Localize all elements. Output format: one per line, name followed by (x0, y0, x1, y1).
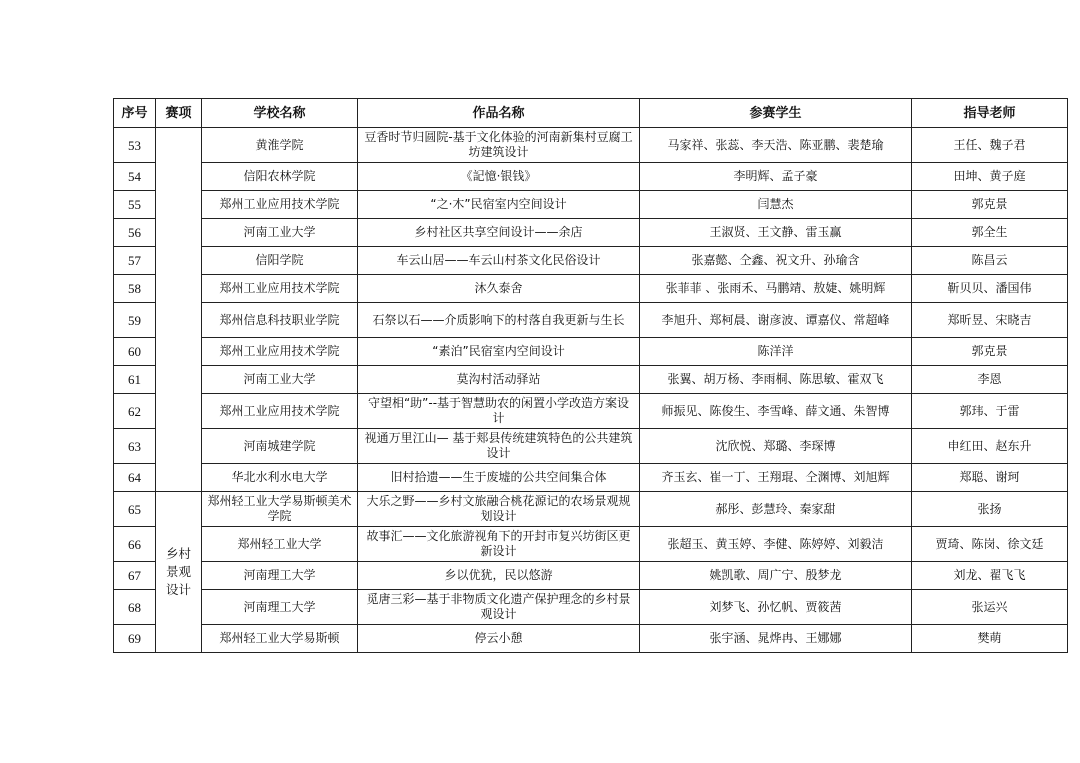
cell-students: 马家祥、张蕊、李天浩、陈亚鹏、裴楚瑜 (640, 128, 912, 163)
table-row (114, 429, 1068, 464)
cell-no: 54 (114, 163, 156, 191)
header-work: 作品名称 (358, 99, 640, 128)
cell-work: 乡以优犹，民以悠游 (358, 562, 640, 590)
cell-students: 郝彤、彭慧玲、秦家甜 (640, 492, 912, 527)
cell-no: 58 (114, 275, 156, 303)
cell-work: 停云小憩 (358, 625, 640, 653)
table-row (114, 128, 1068, 163)
cell-school: 郑州信息科技职业学院 (202, 303, 358, 338)
cell-category: 乡村景观设计 (156, 492, 202, 653)
cell-work: 车云山居——车云山村茶文化民俗设计 (358, 247, 640, 275)
cell-work: “之·木”民宿室内空间设计 (358, 191, 640, 219)
cell-category (156, 128, 202, 492)
table-row (114, 492, 1068, 527)
cell-teacher: 申红田、赵东升 (912, 429, 1068, 464)
cell-work: 《記憶·银钱》 (358, 163, 640, 191)
cell-students: 张菲菲 、张雨禾、马鹏靖、敖婕、姚明辉 (640, 275, 912, 303)
cell-teacher: 靳贝贝、潘国伟 (912, 275, 1068, 303)
table-row (114, 562, 1068, 590)
cell-work: 莫沟村活动驿站 (358, 366, 640, 394)
cell-students: 李旭升、郑柯晨、谢彦波、谭嘉仪、常超峰 (640, 303, 912, 338)
table-row (114, 625, 1068, 653)
cell-school: 郑州工业应用技术学院 (202, 394, 358, 429)
header-school: 学校名称 (202, 99, 358, 128)
header-category: 赛项 (156, 99, 202, 128)
cell-no: 61 (114, 366, 156, 394)
cell-students: 张超玉、黄玉婷、李健、陈婷婷、刘毅洁 (640, 527, 912, 562)
cell-work: 乡村社区共享空间设计——余店 (358, 219, 640, 247)
table-row (114, 247, 1068, 275)
cell-teacher: 樊萌 (912, 625, 1068, 653)
cell-teacher: 田坤、黄子庭 (912, 163, 1068, 191)
cell-teacher: 张运兴 (912, 590, 1068, 625)
table-row (114, 275, 1068, 303)
table-row (114, 394, 1068, 429)
cell-work: “素泊”民宿室内空间设计 (358, 338, 640, 366)
cell-teacher: 郭玮、于雷 (912, 394, 1068, 429)
cell-students: 齐玉玄、崔一丁、王翔琨、仝渊博、刘旭辉 (640, 464, 912, 492)
cell-students: 张嘉懿、仝鑫、祝文升、孙瑜含 (640, 247, 912, 275)
cell-work: 沐久泰舍 (358, 275, 640, 303)
table-row (114, 464, 1068, 492)
cell-school: 河南工业大学 (202, 366, 358, 394)
cell-students: 张翼、胡万杨、李雨桐、陈思敏、霍双飞 (640, 366, 912, 394)
cell-work: 旧村拾遗——生于废墟的公共空间集合体 (358, 464, 640, 492)
results-table (113, 98, 1068, 653)
cell-work: 大乐之野——乡村文旅融合桃花源记的农场景观规划设计 (358, 492, 640, 527)
cell-no: 56 (114, 219, 156, 247)
cell-teacher: 郭克景 (912, 191, 1068, 219)
cell-work: 石祭以石——介质影响下的村落自我更新与生长 (358, 303, 640, 338)
cell-no: 69 (114, 625, 156, 653)
cell-school: 郑州轻工业大学易斯顿 (202, 625, 358, 653)
cell-no: 55 (114, 191, 156, 219)
table-row (114, 219, 1068, 247)
cell-work: 豆香时节归圆院-基于文化体验的河南新集村豆腐工坊建筑设计 (358, 128, 640, 163)
cell-students: 闫慧杰 (640, 191, 912, 219)
table-body (114, 128, 1068, 653)
cell-no: 66 (114, 527, 156, 562)
cell-teacher: 李恩 (912, 366, 1068, 394)
cell-teacher: 郑聪、谢珂 (912, 464, 1068, 492)
cell-students: 刘梦飞、孙忆帆、贾筱茜 (640, 590, 912, 625)
cell-no: 68 (114, 590, 156, 625)
table-row (114, 191, 1068, 219)
table-row (114, 303, 1068, 338)
cell-school: 信阳农林学院 (202, 163, 358, 191)
cell-work: 故事汇——文化旅游视角下的开封市复兴坊街区更新设计 (358, 527, 640, 562)
cell-work: 守望相“助”--基于智慧助农的闲置小学改造方案设计 (358, 394, 640, 429)
header-students: 参赛学生 (640, 99, 912, 128)
table-row (114, 366, 1068, 394)
cell-school: 河南工业大学 (202, 219, 358, 247)
cell-no: 59 (114, 303, 156, 338)
table-row (114, 590, 1068, 625)
cell-school: 郑州工业应用技术学院 (202, 275, 358, 303)
cell-school: 郑州工业应用技术学院 (202, 338, 358, 366)
cell-teacher: 王任、魏子君 (912, 128, 1068, 163)
cell-students: 李明辉、孟子豪 (640, 163, 912, 191)
cell-students: 陈洋洋 (640, 338, 912, 366)
table-row (114, 338, 1068, 366)
cell-teacher: 张扬 (912, 492, 1068, 527)
cell-no: 57 (114, 247, 156, 275)
cell-teacher: 郭全生 (912, 219, 1068, 247)
table-row (114, 163, 1068, 191)
cell-school: 郑州轻工业大学易斯顿美术学院 (202, 492, 358, 527)
cell-no: 65 (114, 492, 156, 527)
cell-no: 53 (114, 128, 156, 163)
cell-students: 姚凯歌、周广宁、殷梦龙 (640, 562, 912, 590)
cell-work: 视通万里江山— 基于郏县传统建筑特色的公共建筑设计 (358, 429, 640, 464)
cell-teacher: 贾琦、陈岗、徐文廷 (912, 527, 1068, 562)
header-teacher: 指导老师 (912, 99, 1068, 128)
cell-school: 黄淮学院 (202, 128, 358, 163)
header-no: 序号 (114, 99, 156, 128)
cell-teacher: 郭克景 (912, 338, 1068, 366)
cell-work: 觅唐三彩—基于非物质文化遗产保护理念的乡村景观设计 (358, 590, 640, 625)
cell-no: 64 (114, 464, 156, 492)
cell-teacher: 陈昌云 (912, 247, 1068, 275)
cell-students: 沈欣悦、郑璐、李琛博 (640, 429, 912, 464)
cell-teacher: 郑昕昱、宋晓吉 (912, 303, 1068, 338)
cell-school: 信阳学院 (202, 247, 358, 275)
cell-school: 河南城建学院 (202, 429, 358, 464)
cell-students: 张宇涵、晁烨冉、王娜娜 (640, 625, 912, 653)
cell-school: 河南理工大学 (202, 590, 358, 625)
cell-no: 67 (114, 562, 156, 590)
table-header-row (114, 99, 1068, 128)
cell-school: 华北水利水电大学 (202, 464, 358, 492)
cell-school: 河南理工大学 (202, 562, 358, 590)
table-row (114, 527, 1068, 562)
cell-students: 师振见、陈俊生、李雪峰、薛文通、朱智博 (640, 394, 912, 429)
cell-teacher: 刘龙、翟飞飞 (912, 562, 1068, 590)
cell-no: 62 (114, 394, 156, 429)
cell-students: 王淑贤、王文静、雷玉赢 (640, 219, 912, 247)
cell-school: 郑州工业应用技术学院 (202, 191, 358, 219)
cell-no: 63 (114, 429, 156, 464)
cell-no: 60 (114, 338, 156, 366)
cell-school: 郑州轻工业大学 (202, 527, 358, 562)
